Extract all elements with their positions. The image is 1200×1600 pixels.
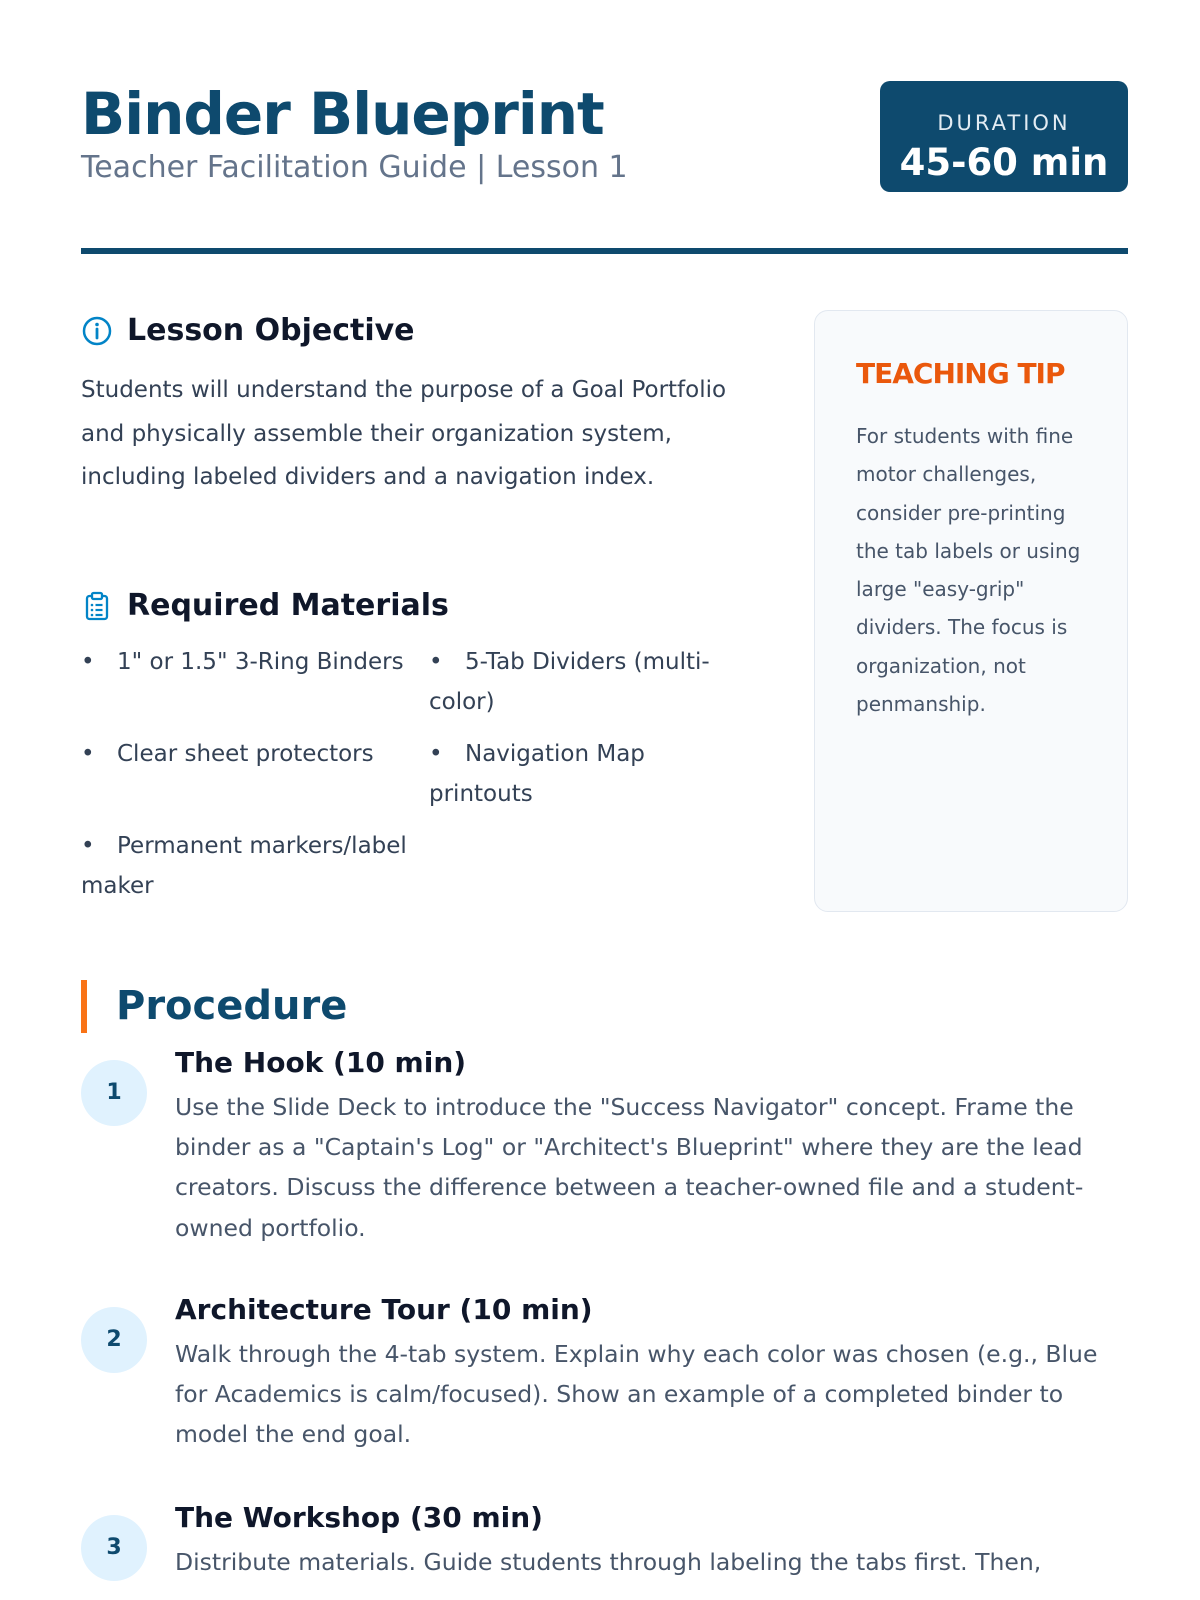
bullet: • xyxy=(429,649,443,675)
materials-heading xyxy=(81,588,449,624)
material-text: Permanent markers/label maker xyxy=(81,833,407,899)
objective-heading-text: Lesson Objective xyxy=(127,313,415,348)
step-description: Use the Slide Deck to introduce the "Success Navigator" concept. Frame the binder as a "Captain's Log" or "Architect's Blueprint" where they are the lead creators. Discuss the difference between a teacher-owned file and a student-owned portfolio. xyxy=(175,1093,1084,1242)
materials-heading-text: Required Materials xyxy=(127,588,449,623)
page-title: Binder Blueprint xyxy=(81,80,604,148)
list-item xyxy=(81,642,429,722)
material-text: 1" or 1.5" 3-Ring Binders xyxy=(117,649,404,675)
teaching-tip-text: For students with fine motor challenges, consider pre-printing the tab labels or using large "easy-grip" dividers. The focus is organization, not penmanship. xyxy=(856,424,1081,717)
bullet: • xyxy=(81,649,95,675)
list-item xyxy=(81,826,429,906)
procedure-heading xyxy=(81,980,347,1033)
duration-label: DURATION xyxy=(937,111,1071,135)
header-divider xyxy=(81,248,1128,254)
page-header xyxy=(81,80,1128,255)
clipboard-icon xyxy=(81,590,113,622)
materials-list xyxy=(81,642,761,906)
material-text: Clear sheet protectors xyxy=(117,741,374,767)
info-circle-icon xyxy=(81,315,113,347)
page-subtitle: Teacher Facilitation Guide | Lesson 1 xyxy=(81,150,628,185)
objective-text: Students will understand the purpose of a Goal Portfolio and physically assemble their organization system, including labeled dividers and a navigation index. xyxy=(81,377,727,490)
material-text: Navigation Map printouts xyxy=(429,741,645,807)
step-title: Architecture Tour (10 min) xyxy=(175,1293,593,1326)
objective-heading xyxy=(81,313,415,349)
bullet: • xyxy=(429,741,443,767)
facilitation-guide-page xyxy=(81,0,1128,1600)
step-title: The Hook (10 min) xyxy=(175,1046,467,1079)
step-description: Walk through the 4-tab system. Explain why each color was chosen (e.g., Blue for Academics is calm/focused). Show an example of a completed binder to model the end goal. xyxy=(175,1340,1098,1449)
bullet: • xyxy=(81,741,95,767)
step-description: Distribute materials. Guide students through labeling the tabs first. Then, xyxy=(175,1548,1042,1576)
step-title: The Workshop (30 min) xyxy=(175,1501,543,1534)
material-text: 5-Tab Dividers (multi-color) xyxy=(429,649,710,715)
list-item xyxy=(81,734,429,814)
duration-badge xyxy=(880,81,1128,192)
teaching-tip-title: TEACHING TIP xyxy=(856,357,1065,390)
bullet: • xyxy=(81,833,95,859)
teaching-tip-card xyxy=(814,310,1128,912)
step-number-badge: 3 xyxy=(81,1515,147,1581)
step-number-badge: 2 xyxy=(81,1307,147,1373)
duration-value: 45-60 min xyxy=(899,141,1109,184)
procedure-heading-text: Procedure xyxy=(116,983,348,1029)
step-number-badge: 1 xyxy=(81,1060,147,1126)
list-item xyxy=(429,734,761,814)
list-item xyxy=(429,642,761,722)
